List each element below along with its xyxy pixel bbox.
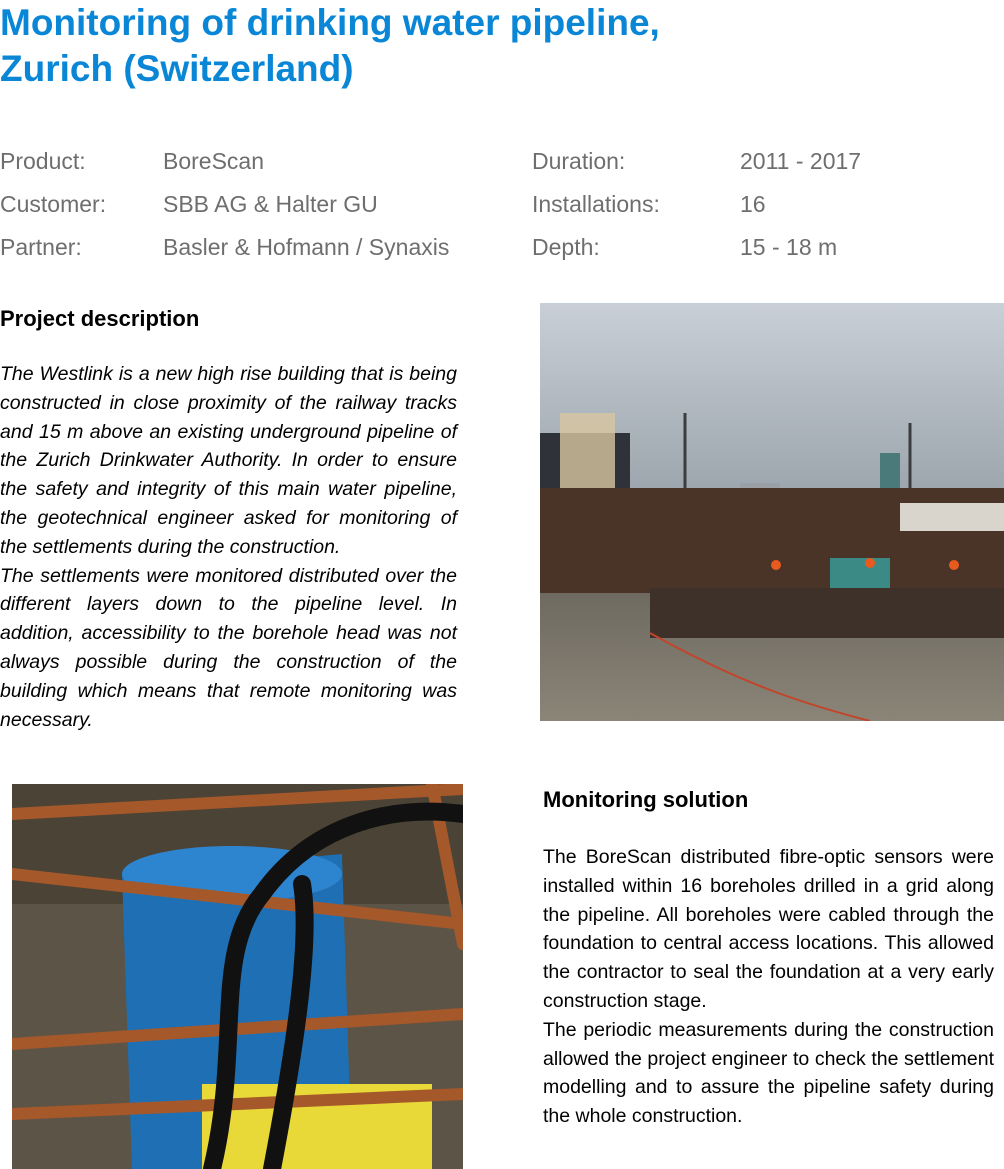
fact-value: 2011 - 2017 (740, 148, 862, 174)
project-paragraph-1: The Westlink is a new high rise building that is being constructed in close proximity of the railway tracks and 15 m above an existing underground pipeline of the Zurich Drinkwater Authority. In order to ensure the safety and integrity of this main water pipeline, the geotechnical engineer asked for monitoring of the settlements during the construction. (0, 363, 457, 558)
title-line-2: Zurich (Switzerland) (0, 48, 354, 89)
monitoring-paragraph-2: The periodic measurements during the construction allowed the project engineer to check the settlement modelling and to assure the pipeline safety during the whole construction. (543, 1018, 994, 1128)
fact-row-partner (0, 226, 1004, 269)
fact-value: BoreScan (163, 148, 265, 174)
fact-label: Duration: (532, 148, 626, 174)
fact-label: Installations: (532, 191, 660, 217)
project-description-heading: Project description (0, 306, 200, 331)
title-line-1: Monitoring of drinking water pipeline, (0, 2, 660, 43)
fact-value: SBB AG & Halter GU (163, 191, 378, 217)
fact-value: 16 (740, 191, 766, 217)
fact-label: Partner: (0, 234, 82, 260)
fact-row-customer (0, 183, 1004, 226)
monitoring-paragraph-1: The BoreScan distributed fibre-optic sensors were installed within 16 boreholes drilled in a grid along the pipeline. All boreholes were cabled through the foundation to central access locations. This allowed the contractor to seal the foundation at a very early construction stage. (543, 846, 994, 1012)
fact-label: Depth: (532, 234, 600, 260)
project-facts (0, 140, 1004, 269)
fact-value: 15 - 18 m (740, 234, 838, 260)
fact-row-product (0, 140, 1004, 183)
fact-label: Product: (0, 148, 86, 174)
construction-site-photo (540, 303, 1004, 721)
page-title (0, 0, 900, 92)
project-description-text (0, 360, 457, 734)
monitoring-solution-text (543, 843, 994, 1131)
fact-value: Basler & Hofmann / Synaxis (163, 234, 450, 260)
fact-label: Customer: (0, 191, 107, 217)
borehole-rebar-photo (12, 784, 463, 1169)
project-paragraph-2: The settlements were monitored distributed over the different layers down to the pipeline level. In addition, accessibility to the borehole head was not always possible during the construction of the building which means that remote monitoring was necessary. (0, 564, 457, 731)
monitoring-solution-heading: Monitoring solution (543, 787, 749, 812)
